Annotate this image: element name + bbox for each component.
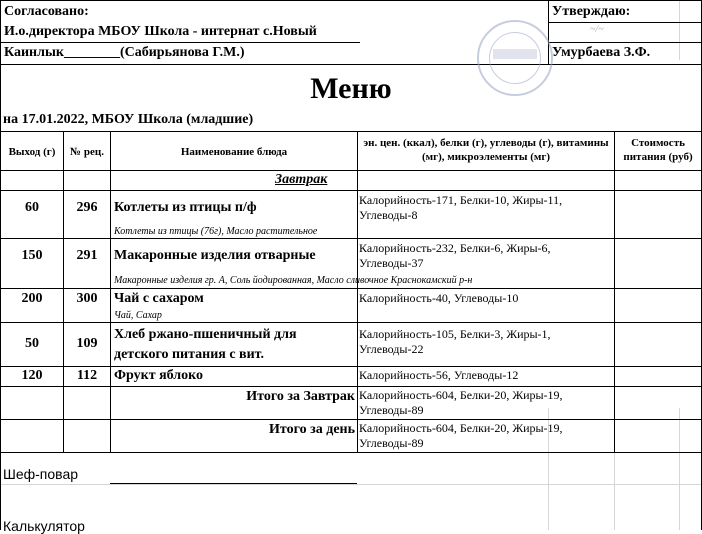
- total-label: Итого за Завтрак: [246, 389, 355, 404]
- total-nutrition: Калорийность-604, Белки-20, Жиры-19, Углеводы-89: [359, 421, 563, 450]
- item-output: 60: [25, 200, 39, 215]
- total-label: Итого за день: [269, 422, 355, 437]
- item-recipe: 112: [76, 368, 98, 383]
- item-output: 150: [21, 248, 43, 263]
- total-nutrition: Калорийность-604, Белки-20, Жиры-19, Углеводы-89: [359, 388, 563, 417]
- item-nutrition: Калорийность-105, Белки-3, Жиры-1, Углеводы-22: [359, 327, 551, 356]
- col-price-header: Стоимость питания (руб): [623, 137, 693, 163]
- signature-mark: ~/~: [590, 24, 604, 35]
- item-output: 200: [21, 291, 43, 306]
- col-dish-header: Наименование блюда: [180, 146, 288, 158]
- item-nutrition: Калорийность-56, Углеводы-12: [359, 368, 519, 382]
- approved-position: И.о.директора МБОУ Школа - интернат с.Новый: [4, 24, 317, 39]
- confirm-name: Умурбаева З.Ф.: [552, 45, 651, 60]
- item-recipe: 296: [76, 200, 98, 215]
- chef-signature-line: [110, 483, 357, 484]
- item-recipe: 109: [76, 336, 98, 351]
- item-recipe: 300: [76, 291, 98, 306]
- item-nutrition: Калорийность-171, Белки-10, Жиры-11, Углеводы-8: [359, 193, 563, 222]
- item-dish: Чай с сахаром: [114, 291, 204, 306]
- item-recipe: 291: [76, 248, 98, 263]
- item-nutrition: Калорийность-232, Белки-6, Жиры-6, Углеводы-37: [359, 241, 551, 270]
- item-output: 120: [21, 368, 43, 383]
- col-nutrition-header: эн. цен. (ккал), белки (г), углеводы (г), витамины (мг), микроэлементы (мг): [363, 137, 609, 163]
- col-recipe-header: № рец.: [70, 146, 104, 158]
- page-title: Меню: [310, 72, 392, 105]
- page-subtitle: на 17.01.2022, МБОУ Школа (младшие): [3, 112, 254, 127]
- meal-section-title: Завтрак: [275, 172, 328, 187]
- item-nutrition: Калорийность-40, Углеводы-10: [359, 291, 519, 305]
- item-ingredients: Чай, Сахар: [114, 310, 162, 321]
- item-dish: Макаронные изделия отварные: [114, 248, 316, 263]
- col-output-header: Выход (г): [8, 146, 56, 158]
- confirm-label: Утверждаю:: [552, 4, 631, 19]
- approved-name: Каинлык________(Сабирьянова Г.М.): [4, 45, 245, 60]
- calculator-label: Калькулятор: [3, 518, 85, 534]
- item-output: 50: [25, 336, 39, 351]
- chef-label: Шеф-повар: [3, 466, 79, 482]
- item-dish: Хлеб ржано-пшеничный для детского питания с вит.: [114, 327, 297, 362]
- approved-label: Согласовано:: [4, 4, 89, 19]
- item-ingredients: Макаронные изделия гр. А, Соль йодированная, Масло сливочное Краснокамский р-н: [114, 275, 473, 286]
- item-dish: Котлеты из птицы п/ф: [114, 200, 257, 215]
- item-ingredients: Котлеты из птицы (76г), Масло растительное: [114, 226, 318, 237]
- item-dish: Фрукт яблоко: [114, 368, 204, 383]
